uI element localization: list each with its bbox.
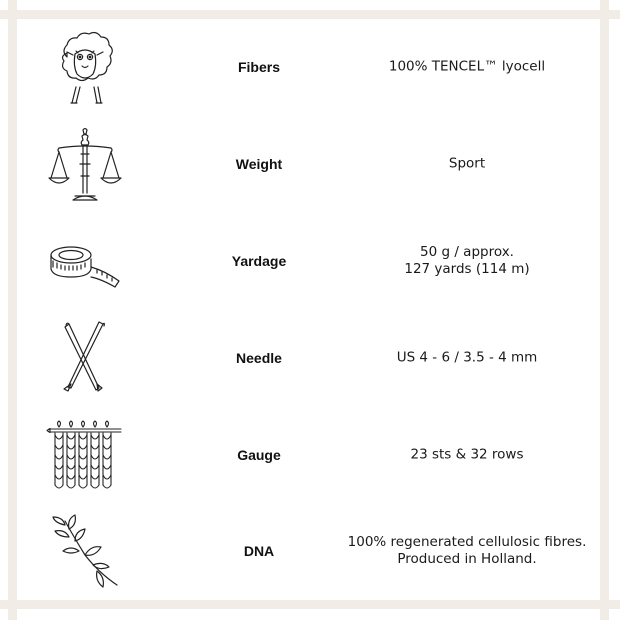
frame-right [600,0,609,620]
spec-value-line: US 4 - 6 / 3.5 - 4 mm [396,349,538,366]
spec-value-weight [339,156,595,173]
frame-left [8,0,17,620]
spec-label-weight: Weight [235,156,283,173]
spec-value-line: 50 g / approx. [420,243,514,260]
spec-label-gauge: Gauge [237,446,281,463]
measuring-tape-icon [45,221,125,301]
spec-value-line: 127 yards (114 m) [404,260,530,277]
leafy-branch-icon [45,511,125,591]
spec-value-fibers [339,59,595,76]
sheep-icon [45,27,125,107]
spec-row-yardage [17,213,600,310]
spec-value-dna [339,534,595,568]
spec-value-line: Sport [448,155,486,172]
knitting-needles-icon [45,318,125,398]
spec-label-dna: DNA [243,543,275,560]
spec-row-fibers [17,19,600,116]
spec-row-dna [17,503,600,600]
spec-value-needle [339,349,595,366]
yarn-spec-table [17,19,600,600]
spec-row-needle [17,309,600,406]
spec-value-line: 100% TENCEL™ lyocell [388,58,546,75]
spec-row-gauge [17,406,600,503]
spec-value-yardage [339,244,595,278]
frame-top [0,10,620,19]
spec-value-line: 23 sts & 32 rows [410,446,524,463]
frame-bottom [0,600,620,609]
spec-label-yardage: Yardage [231,252,287,269]
spec-value-line: 100% regenerated cellulosic fibres. [347,534,587,551]
spec-label-fibers: Fibers [237,59,280,76]
spec-value-line: Produced in Holland. [397,551,537,568]
spec-value-gauge [339,446,595,463]
balance-scale-icon [45,124,125,204]
spec-label-needle: Needle [236,349,282,366]
spec-row-weight [17,116,600,213]
knit-stitches-icon [45,415,125,495]
